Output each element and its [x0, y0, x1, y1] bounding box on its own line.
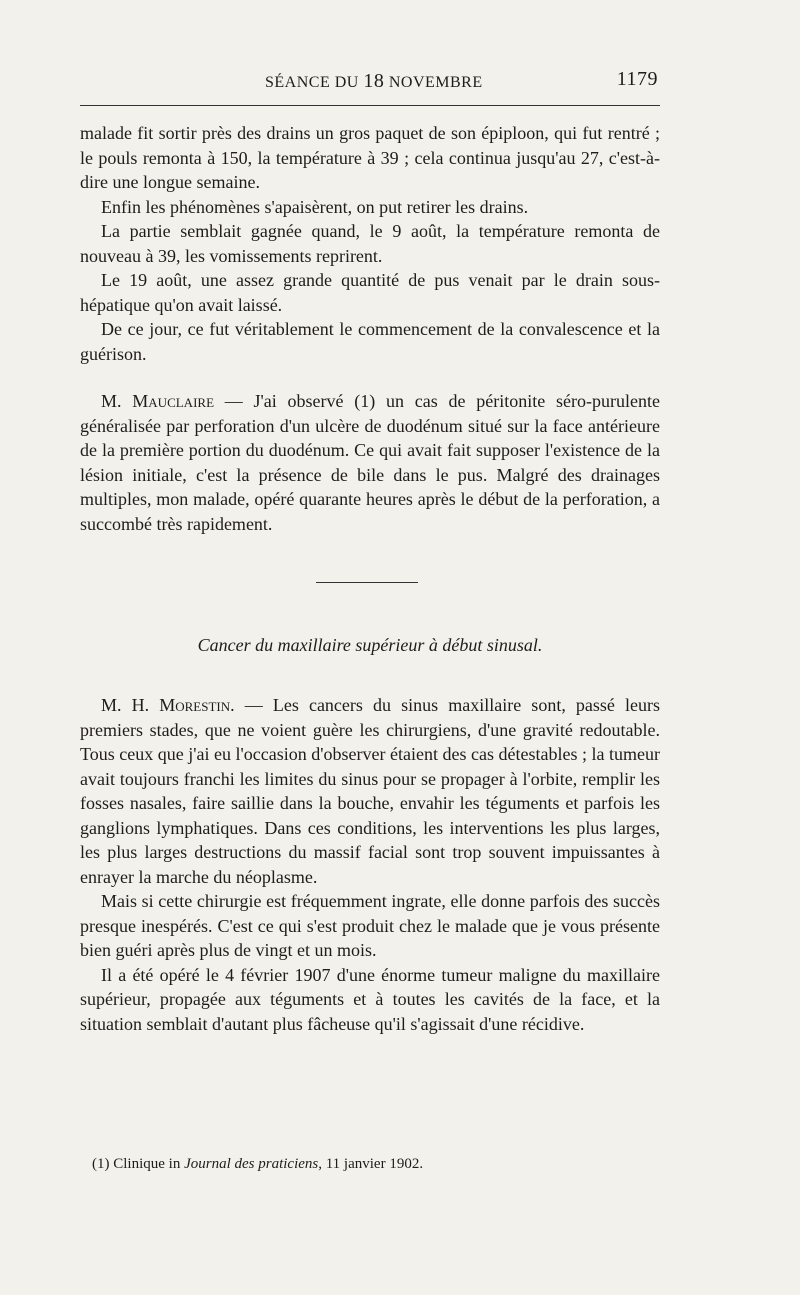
speaker-name: Morestin: [159, 695, 231, 715]
page-header: [80, 66, 660, 96]
paragraph: Enfin les phénomènes s'apaisèrent, on put retirer les drains.: [101, 196, 529, 217]
section-heading: Cancer du maxillaire supérieur à début sinusal.: [197, 635, 543, 655]
morestin-intervention: [80, 693, 660, 1036]
footnote-journal: Journal des praticiens: [184, 1156, 319, 1172]
paragraph-text: — J'ai observé (1) un cas de péritonite séro-purulente généralisée par perforation d'un ulcère de duodénum situé sur la face antérieure de la première portion du duodénum. Ce qui avait fait supposer l'existence de la lésion initiale, c'est la présence de bile dans le pus. Malgré des drainages multiples, mon malade, opéré quarante heures après le début de la perforation, a succombé très rapidement.: [80, 391, 660, 534]
mauclaire-intervention: [80, 389, 660, 536]
paragraph: [80, 389, 660, 536]
paragraph-text: . — Les cancers du sinus maxillaire sont, passé leurs premiers stades, que ne voient guère les chirurgiens, d'une gravité redoutable. Tous ceux que j'ai eu l'occasion d'observer étaient des cas détestables ; la tumeur avait toujours franchi les limites du sinus pour se propager à l'orbite, remplir les fosses nasales, faire saillie dans la bouche, envahir les téguments et parfois les ganglions lymphatiques. Dans ces conditions, les interventions les plus larges, les plus larges destructions du massif facial sont trop souvent impuissantes à enrayer la marche du néoplasme.: [80, 695, 661, 887]
speaker-name: Mauclaire: [132, 391, 215, 411]
paragraph: [80, 693, 660, 889]
speaker-initial: M.: [101, 391, 122, 411]
text-block-1: [80, 121, 660, 366]
paragraph: Le 19 août, une assez grande quantité de pus venait par le drain sous-hépatique qu'on avait laissé.: [80, 270, 660, 315]
running-title: [265, 70, 483, 93]
title-prefix: SÉANCE DU: [265, 74, 359, 91]
paragraph: Mais si cette chirurgie est fréquemment ingrate, elle donne parfois des succès presque inespérés. C'est ce qui s'est produit chez le malade que je vous présente bien guéri après plus de vingt et un mois.: [80, 891, 660, 960]
footnote-suffix: , 11 janvier 1902.: [318, 1156, 424, 1172]
section-separator: [316, 582, 418, 583]
title-month: NOVEMBRE: [388, 74, 483, 91]
title-day: 18: [363, 70, 385, 92]
paragraph: De ce jour, ce fut véritablement le commencement de la convalescence et la guérison.: [80, 319, 660, 364]
footnote-prefix: (1) Clinique in: [92, 1156, 185, 1172]
paragraph: malade fit sortir près des drains un gros paquet de son épiploon, qui fut rentré ; le pouls remonta à 150, la température à 39 ; cela continua jusqu'au 27, c'est-à-dire une longue semaine.: [80, 123, 660, 192]
paragraph: La partie semblait gagnée quand, le 9 août, la température remonta de nouveau à 39, les vomissements reprirent.: [80, 221, 660, 266]
footnote: [92, 1156, 652, 1173]
paragraph: Il a été opéré le 4 février 1907 d'une énorme tumeur maligne du maxillaire supérieur, propagée aux téguments et à toutes les cavités de la face, et la situation semblait d'autant plus fâcheuse qu'il s'agissait d'une récidive.: [80, 964, 660, 1034]
speaker-initial: M. H.: [101, 695, 150, 715]
header-rule: [80, 105, 660, 106]
page-number: 1179: [616, 68, 658, 90]
